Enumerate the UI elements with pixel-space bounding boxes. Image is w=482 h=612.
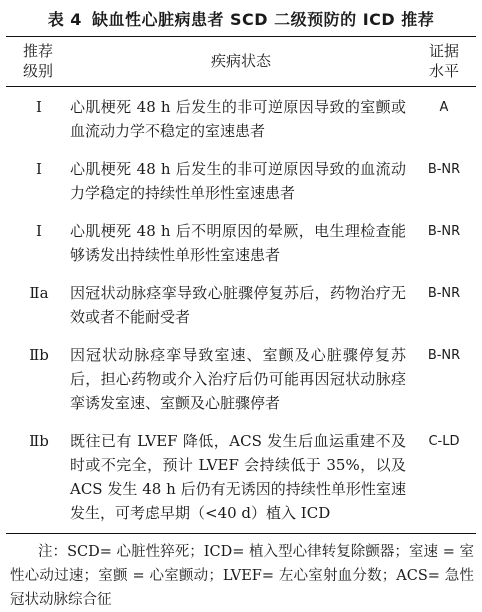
row-level: Ⅰ xyxy=(36,160,42,178)
table-caption: 缺血性心脏病患者 SCD 二级预防的 ICD 推荐 xyxy=(91,9,435,29)
row-evidence: C-LD xyxy=(428,434,460,449)
row-level: Ⅱb xyxy=(29,432,49,450)
row-level: Ⅱa xyxy=(29,284,49,302)
header-status: 疾病状态 xyxy=(210,52,271,70)
row-evidence: A xyxy=(439,100,449,115)
row-level: Ⅰ xyxy=(36,98,42,116)
table-title xyxy=(6,0,476,36)
row-evidence: B-NR xyxy=(427,224,461,239)
table-number: 表 4 xyxy=(47,9,82,29)
table-row xyxy=(6,149,476,211)
table-row xyxy=(6,335,476,421)
row-evidence: B-NR xyxy=(427,348,461,363)
row-status: 心肌梗死 48 h 后发生的非可逆原因导致的血流动力学稳定的持续性单形性室速患者 xyxy=(70,160,406,202)
row-level: Ⅰ xyxy=(36,222,42,240)
row-status: 既往已有 LVEF 降低，ACS 发生后血运重建不及时或不完全，预计 LVEF 会持续低于 35%，以及 ACS 发生 48 h 后仍有无诱因的持续性单形性室速发生，可考虑早期（<40 d）植入 ICD xyxy=(70,432,406,522)
row-evidence: B-NR xyxy=(427,162,461,177)
icd-recommendation-table xyxy=(6,36,476,534)
row-status: 因冠状动脉痉挛导致心脏骤停复苏后，药物治疗无效或者不能耐受者 xyxy=(70,284,406,326)
row-status: 心肌梗死 48 h 后发生的非可逆原因导致的室颤或血流动力学不稳定的室速患者 xyxy=(70,98,406,140)
header-evidence: 证据 水平 xyxy=(428,42,459,80)
header-level: 推荐 级别 xyxy=(22,42,53,80)
row-evidence: B-NR xyxy=(427,286,461,301)
table-footnote: 注：SCD= 心脏性猝死；ICD= 植入型心律转复除颤器；室速 = 室性心动过速；室颤 = 心室颤动；LVEF= 左心室射血分数；ACS= 急性冠状动脉综合征 xyxy=(10,544,474,608)
table-row xyxy=(6,421,476,534)
row-level: Ⅱb xyxy=(29,346,49,364)
table-header-row xyxy=(6,37,476,87)
row-status: 因冠状动脉痉挛导致室速、室颤及心脏骤停复苏后，担心药物或介入治疗后仍可能再因冠状动脉痉挛诱发室速、室颤及心脏骤停者 xyxy=(70,346,406,412)
table-row xyxy=(6,273,476,335)
table-row xyxy=(6,211,476,273)
row-status: 心肌梗死 48 h 后不明原因的晕厥，电生理检查能够诱发出持续性单形性室速患者 xyxy=(70,222,406,264)
table-row xyxy=(6,87,476,150)
